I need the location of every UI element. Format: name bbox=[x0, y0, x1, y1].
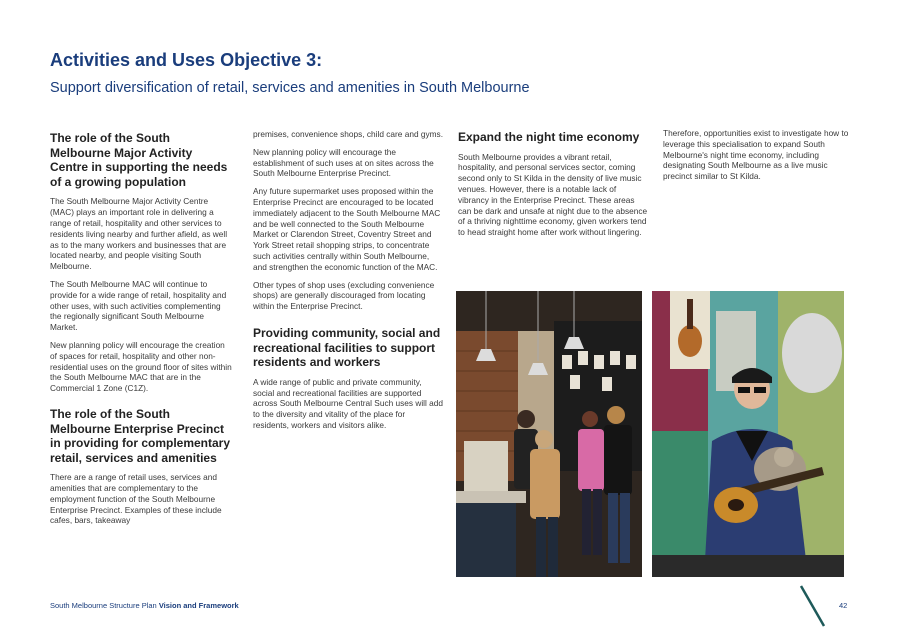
page-subtitle: Support diversification of retail, services and amenities in South Melbourne bbox=[50, 80, 530, 96]
section-heading-night-time-economy: Expand the night time economy bbox=[458, 130, 640, 144]
footer-doc-name: South Melbourne Structure Plan bbox=[50, 601, 159, 610]
paragraph: premises, convenience shops, child care and gyms. bbox=[253, 129, 444, 139]
section-heading-community-facilities: Providing community, social and recreational facilities to support residents and workers bbox=[253, 325, 441, 370]
paragraph: New planning policy will encourage the establishment of such uses at on sites across the South Melbourne Enterprise Precinct. bbox=[253, 146, 434, 179]
paragraph: A wide range of public and private community, social and recreational facilities are supported across South Melbourne Central Such uses will add to the diversity and vitality of the place for residents, workers and visitors alike. bbox=[253, 376, 444, 430]
paragraph: There are a range of retail uses, services and amenities that are complementary to the employment function of the South Melbourne Enterprise Precinct. Examples of these include cafes, bars, takeaway bbox=[50, 472, 222, 526]
page-number: 42 bbox=[839, 601, 848, 610]
musician-with-dog-photo bbox=[652, 291, 844, 577]
musician-illustration bbox=[652, 291, 844, 577]
paragraph: Any future supermarket uses proposed within the Enterprise Precinct are encouraged to be located immediately adjacent to the South Melbourne MAC and be well connected to the South Melbourne Market or Clarendon Street, Coventry Street and York Street retail shopping strips, to concentrate such activities centrally within South Melbourne, and strengthen the economic function of the MAC. bbox=[253, 186, 441, 272]
column-3 bbox=[458, 130, 648, 245]
paragraph: New planning policy will encourage the creation of spaces for retail, hospitality and other non-residential uses on the ground floor of sites within the South Melbourne MAC that are in the Commercial 1 Zone (C1Z). bbox=[50, 339, 232, 394]
footer-slash-decoration bbox=[798, 585, 828, 627]
paragraph: Other types of shop uses (excluding convenience shops) are generally discouraged from locating within the Enterprise Precinct. bbox=[253, 279, 435, 312]
section-heading-major-activity-centre: The role of the South Melbourne Major Activity Centre in supporting the needs of a growing population bbox=[50, 131, 228, 189]
section-heading-enterprise-precinct: The role of the South Melbourne Enterprise Precinct in providing for complementary retail, services and amenities bbox=[50, 406, 231, 465]
column-2 bbox=[253, 129, 443, 438]
paragraph: The South Melbourne Major Activity Centre (MAC) plays an important role in delivering a range of retail, hospitality and other services to residents living nearby and further afield, as well as to the many workers and businesses that are located nearby, and people visiting South Melbourne. bbox=[50, 196, 228, 272]
column-1 bbox=[50, 131, 232, 533]
footer-doc-section: Vision and Framework bbox=[158, 601, 239, 610]
paragraph: The South Melbourne MAC will continue to provide for a wide range of retail, hospitality and other uses, with such activities complementing the regionally significant South Melbourne Market. bbox=[50, 278, 227, 333]
column-4 bbox=[663, 128, 853, 189]
cafe-interior-photo bbox=[456, 291, 642, 577]
cafe-illustration bbox=[456, 291, 642, 577]
footer-document-title bbox=[50, 601, 239, 610]
paragraph: South Melbourne provides a vibrant retail, hospitality, and personal services sector, coming second only to St Kilda in the density of live music venues. However, there is a notable lack of vibrancy in the Enterprise Precinct. These areas can be dark and unsafe at night due to the absence of a thriving nighttime economy, given workers tend to head straight home after work without lingering. bbox=[458, 151, 648, 238]
paragraph: Therefore, opportunities exist to investigate how to leverage this specialisation to expand South Melbourne's night time economy, including designating South Melbourne as a live music precinct similar to St Kilda. bbox=[663, 128, 849, 182]
page-title: Activities and Uses Objective 3: bbox=[50, 50, 323, 70]
